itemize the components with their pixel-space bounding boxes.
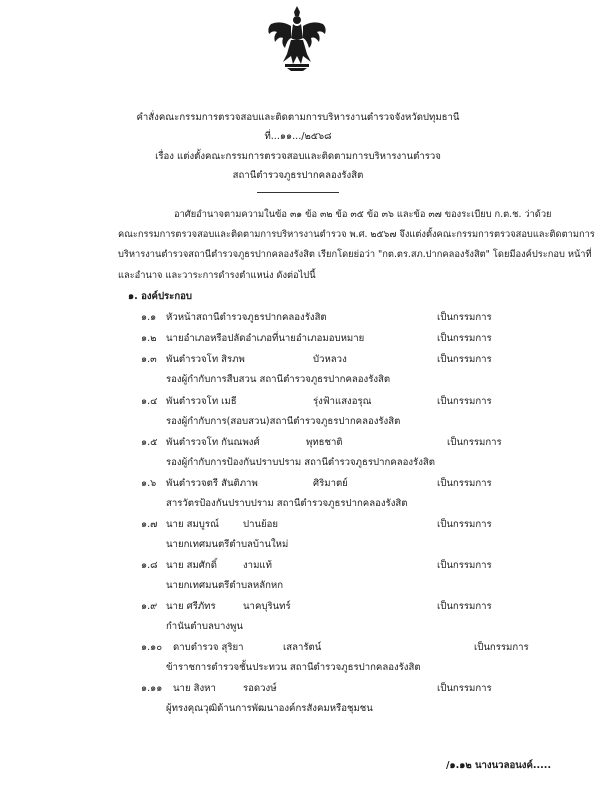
member-number: ๑.๕ <box>141 437 158 448</box>
member-number: ๑.๗ <box>141 519 158 530</box>
member-number: ๑.๙ <box>141 601 158 612</box>
member-name: นายอำเภอหรือปลัดอำเภอที่นายอำเภอมอบหมาย <box>166 333 365 344</box>
member-surname: ศิริมาตย์ <box>313 478 348 489</box>
member-number: ๑.๔ <box>141 396 158 407</box>
continuation-marker: /๑.๑๒ นางนวลอนงค์..... <box>446 760 552 771</box>
member-surname: พุทธชาติ <box>306 437 343 448</box>
member-surname: นาคบุรินทร์ <box>243 601 291 612</box>
order-subject-cont: สถานีตำรวจภูธรปากคลองรังสิต <box>232 170 364 181</box>
body-paragraph-line-4: และอำนาจ และวาระการดำรงตำแหน่ง ดังต่อไปนี้ <box>118 270 316 281</box>
member-name: นาย ศรีภัทร <box>166 601 216 612</box>
member-position: สารวัตรป้องกันปราบปราม สถานีตำรวจภูธรปากคลองรังสิต <box>166 498 408 509</box>
member-role: เป็นกรรมการ <box>437 396 492 407</box>
section-title: ๑. องค์ประกอบ <box>128 291 192 302</box>
member-number: ๑.๘ <box>141 560 158 571</box>
member-number: ๑.๒ <box>141 333 157 344</box>
member-position: ข้าราชการตำรวจชั้นประทวน สถานีตำรวจภูธรปากคลองรังสิต <box>166 662 421 673</box>
member-role: เป็นกรรมการ <box>437 683 492 694</box>
body-paragraph-line-3: บริหารงานตำรวจสถานีตำรวจภูธรปากคลองรังสิต เรียกโดยย่อว่า "กต.ตร.สภ.ปากคลองรังสิต" โดยมีองค์ประกอบ หน้าที่ <box>118 249 592 260</box>
member-surname: รอดวงษ์ <box>243 683 277 694</box>
member-position: นายกเทศมนตรีตำบลบ้านใหม่ <box>166 539 289 550</box>
member-number: ๑.๑ <box>141 312 157 323</box>
member-number: ๑.๑๑ <box>141 683 163 694</box>
member-role: เป็นกรรมการ <box>437 478 492 489</box>
body-paragraph-line-2: คณะกรรมการตรวจสอบและติดตามการบริหารงานตำรวจ พ.ศ. ๒๕๖๗ จึงแต่งตั้งคณะกรรมการตรวจสอบและติดตามการ <box>118 229 595 240</box>
member-role: เป็นกรรมการ <box>437 601 492 612</box>
order-title: คำสั่งคณะกรรมการตรวจสอบและติดตามการบริหารงานตำรวจจังหวัดปทุมธานี <box>136 112 460 123</box>
member-number: ๑.๑๐ <box>141 642 163 653</box>
member-surname: เสลารัตน์ <box>283 642 322 653</box>
body-paragraph-line-1: อาศัยอำนาจตามความในข้อ ๓๑ ข้อ ๓๒ ข้อ ๓๕ ข้อ ๓๖ และข้อ ๓๗ ของระเบียบ ก.ต.ช. ว่าด้วย <box>174 209 552 220</box>
member-position: รองผู้กำกับการป้องกันปราบปราม สถานีตำรวจภูธรปากคลองรังสิต <box>166 457 435 468</box>
member-role: เป็นกรรมการ <box>437 560 492 571</box>
garuda-emblem-icon <box>263 4 331 72</box>
member-name: นาย สมศักดิ์ <box>166 560 217 571</box>
member-name: นาย สมบูรณ์ <box>166 519 219 530</box>
member-number: ๑.๓ <box>141 354 157 365</box>
member-position: กำนันตำบลบางพูน <box>166 621 243 632</box>
member-name: พันตำรวจโท สิรภพ <box>166 354 245 365</box>
member-name: พันตำรวจตรี สันติภาพ <box>166 478 258 489</box>
member-name: หัวหน้าสถานีตำรวจภูธรปากคลองรังสิต <box>166 312 327 323</box>
member-role: เป็นกรรมการ <box>437 333 492 344</box>
member-name: นาย สิงหา <box>173 683 216 694</box>
member-position: รองผู้กำกับการ(สอบสวน)สถานีตำรวจภูธรปากคลองรังสิต <box>166 416 401 427</box>
member-name: ดาบตำรวจ สุริยา <box>173 642 244 653</box>
member-role: เป็นกรรมการ <box>447 437 502 448</box>
member-surname: งามแท้ <box>243 560 272 571</box>
member-number: ๑.๖ <box>141 478 157 489</box>
member-surname: บัวหลวง <box>313 354 347 365</box>
member-position: ผู้ทรงคุณวุฒิด้านการพัฒนาองค์กรสังคมหรือชุมชน <box>166 703 373 714</box>
member-surname: รุ่งฟ้าแสงอรุณ <box>313 396 372 407</box>
member-position: นายกเทศมนตรีตำบลหลักหก <box>166 580 284 591</box>
member-role: เป็นกรรมการ <box>474 642 529 653</box>
member-role: เป็นกรรมการ <box>437 312 492 323</box>
member-name: พันตำรวจโท กันณพงศ์ <box>166 437 260 448</box>
divider <box>257 192 339 193</box>
member-position: รองผู้กำกับการสืบสวน สถานีตำรวจภูธรปากคลองรังสิต <box>166 374 391 385</box>
member-role: เป็นกรรมการ <box>437 354 492 365</box>
member-name: พันตำรวจโท เมธี <box>166 396 237 407</box>
member-surname: ปานย้อย <box>243 519 279 530</box>
order-subject: เรื่อง แต่งตั้งคณะกรรมการตรวจสอบและติดตามการบริหารงานตำรวจ <box>155 151 441 162</box>
order-number: ที่...๑๑.../๒๕๖๘ <box>264 131 332 142</box>
member-role: เป็นกรรมการ <box>437 519 492 530</box>
